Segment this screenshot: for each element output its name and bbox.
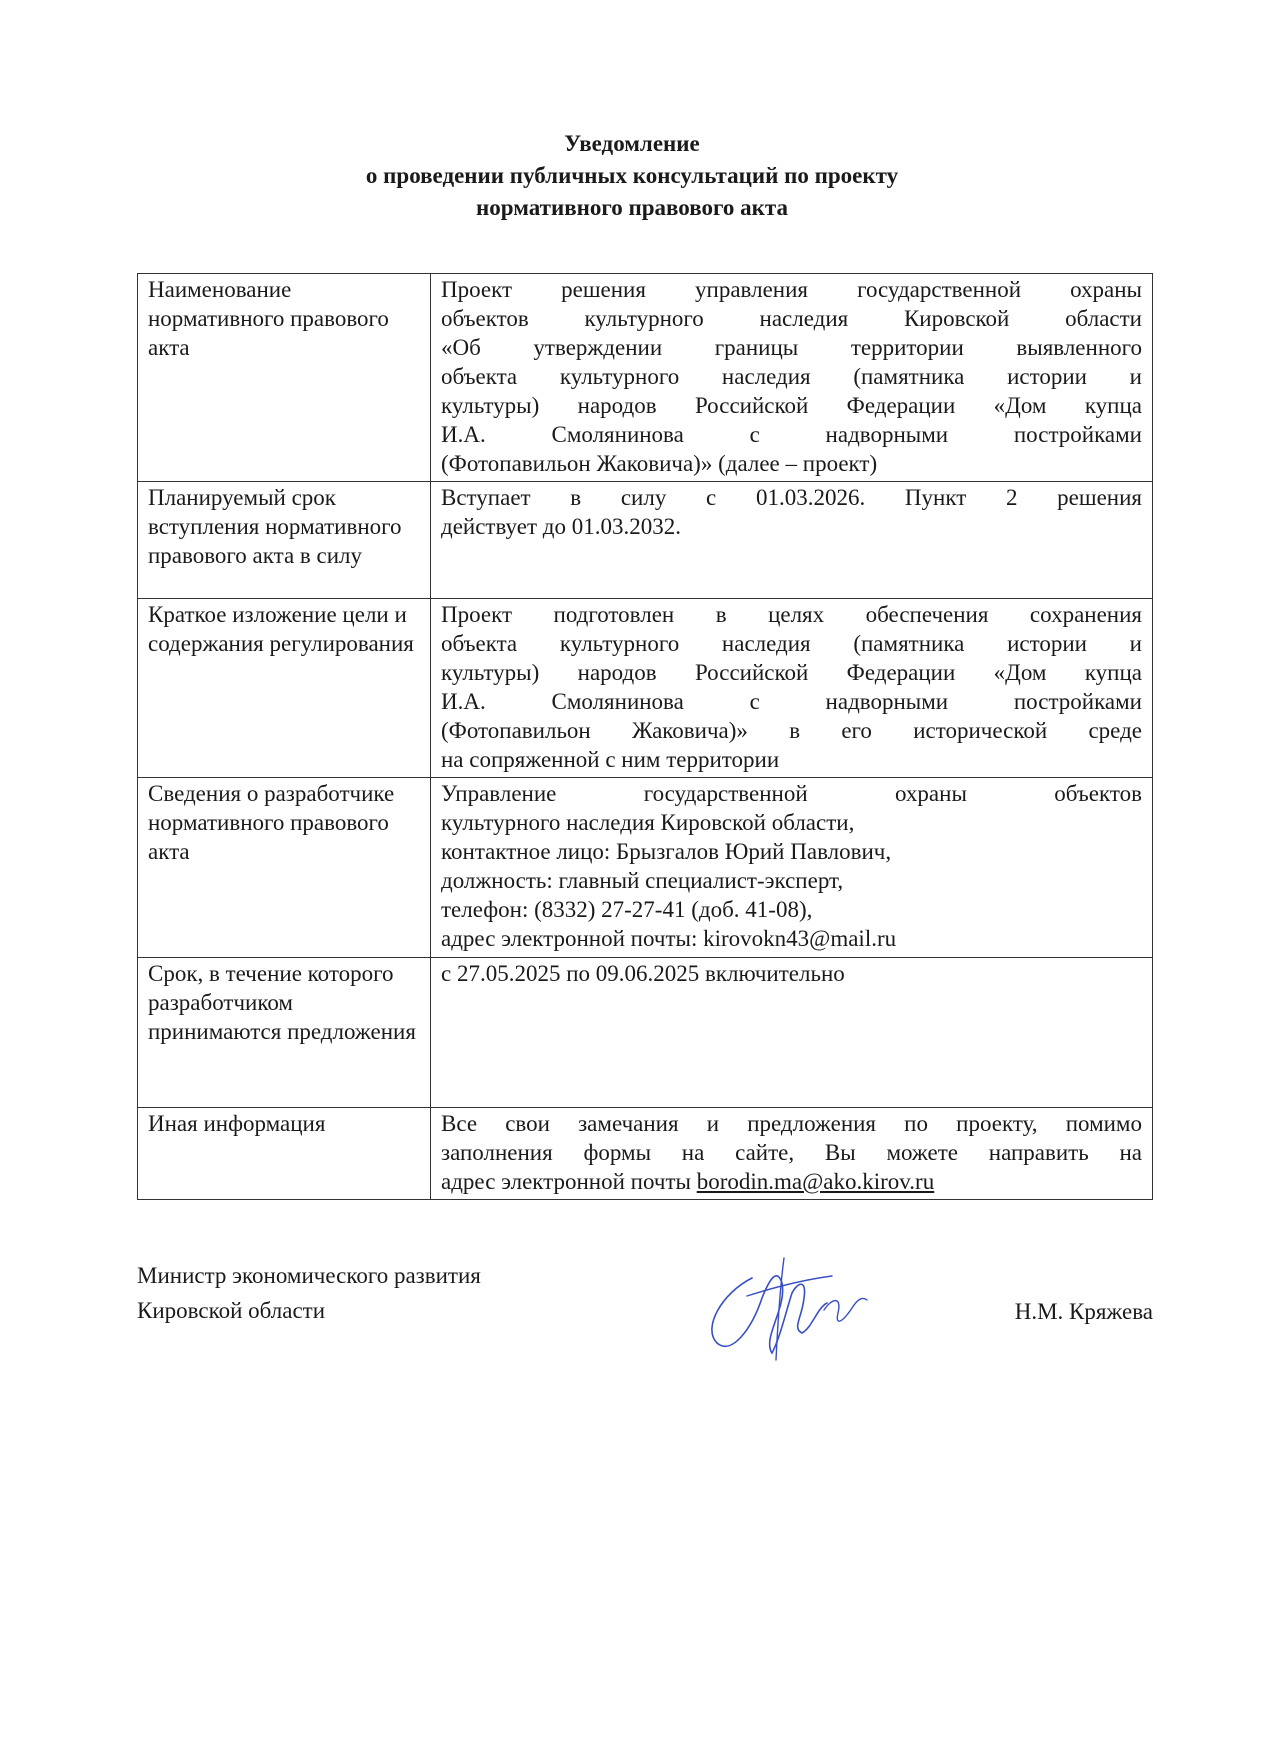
value-line: действует до 01.03.2032. bbox=[441, 514, 681, 539]
value-line: культуры) народов Российской Федерации «Дом купца bbox=[441, 660, 1142, 685]
row-label-summary: Краткое изложение цели и содержания регулирования bbox=[138, 599, 431, 778]
handwritten-signature bbox=[692, 1238, 892, 1368]
value-line: Все свои замечания и предложения по проекту, помимо bbox=[441, 1111, 1142, 1136]
table-row bbox=[138, 274, 1153, 482]
value-line: «Об утверждении границы территории выявленного bbox=[441, 335, 1142, 360]
email-link[interactable]: borodin.ma@ako.kirov.ru bbox=[696, 1169, 935, 1194]
signatory-position bbox=[137, 1258, 481, 1328]
value-line: заполнения формы на сайте, Вы можете направить на bbox=[441, 1140, 1142, 1165]
signatory-name: Н.М. Кряжева bbox=[1014, 1299, 1153, 1324]
value-line: Вступает в силу с 01.03.2026. Пункт 2 решения bbox=[441, 485, 1142, 510]
row-value-effective-date bbox=[431, 482, 1153, 599]
signature-block bbox=[137, 1258, 1153, 1368]
row-value-other-info bbox=[431, 1108, 1153, 1200]
value-line: адрес электронной почты: kirovokn43@mail.ru bbox=[441, 926, 897, 951]
title-line-1: Уведомление bbox=[564, 131, 700, 156]
value-line: Проект решения управления государственной охраны bbox=[441, 277, 1142, 302]
row-label-developer: Сведения о разработчике нормативного правового акта bbox=[138, 778, 431, 958]
table-row bbox=[138, 958, 1153, 1108]
table-row bbox=[138, 482, 1153, 599]
value-line: Управление государственной охраны объектов bbox=[441, 781, 1142, 806]
row-value-developer bbox=[431, 778, 1153, 958]
value-line: (Фотопавильон Жаковича)» в его исторической среде bbox=[441, 718, 1142, 743]
row-label-other-info: Иная информация bbox=[138, 1108, 431, 1200]
value-line: культуры) народов Российской Федерации «Дом купца bbox=[441, 393, 1142, 418]
row-value-proposal-period bbox=[431, 958, 1153, 1108]
row-label-act-name: Наименование нормативного правового акта bbox=[138, 274, 431, 482]
value-line: контактное лицо: Брызгалов Юрий Павлович, bbox=[441, 839, 892, 864]
value-text: адрес электронной почты bbox=[441, 1169, 697, 1194]
value-line: на сопряженной с ним территории bbox=[441, 747, 780, 772]
value-line: Проект подготовлен в целях обеспечения сохранения bbox=[441, 602, 1142, 627]
value-line bbox=[441, 1167, 1142, 1196]
table-row bbox=[138, 1108, 1153, 1200]
document-title bbox=[0, 128, 1264, 224]
value-line: должность: главный специалист-эксперт, bbox=[441, 868, 844, 893]
table-row bbox=[138, 599, 1153, 778]
value-line: (Фотопавильон Жаковича)» (далее – проект) bbox=[441, 451, 878, 476]
title-line-3: нормативного правового акта bbox=[476, 195, 788, 220]
value-line: И.А. Смолянинова с надворными постройками bbox=[441, 689, 1142, 714]
row-label-proposal-period: Срок, в течение которого разработчиком принимаются предложения bbox=[138, 958, 431, 1108]
value-line: с 27.05.2025 по 09.06.2025 включительно bbox=[441, 961, 845, 986]
value-line: объекта культурного наследия (памятника истории и bbox=[441, 631, 1142, 656]
position-line-2: Кировской области bbox=[137, 1298, 326, 1323]
value-line: культурного наследия Кировской области, bbox=[441, 810, 855, 835]
value-line: телефон: (8332) 27-27-41 (доб. 41-08), bbox=[441, 897, 813, 922]
position-line-1: Министр экономического развития bbox=[137, 1263, 481, 1288]
row-label-effective-date: Планируемый срок вступления нормативного правового акта в силу bbox=[138, 482, 431, 599]
row-value-act-name bbox=[431, 274, 1153, 482]
value-line: И.А. Смолянинова с надворными постройками bbox=[441, 422, 1142, 447]
consultation-info-table bbox=[137, 273, 1153, 1200]
title-line-2: о проведении публичных консультаций по проекту bbox=[365, 163, 899, 188]
value-line: объектов культурного наследия Кировской области bbox=[441, 306, 1142, 331]
row-value-summary bbox=[431, 599, 1153, 778]
table-row bbox=[138, 778, 1153, 958]
value-line: объекта культурного наследия (памятника истории и bbox=[441, 364, 1142, 389]
